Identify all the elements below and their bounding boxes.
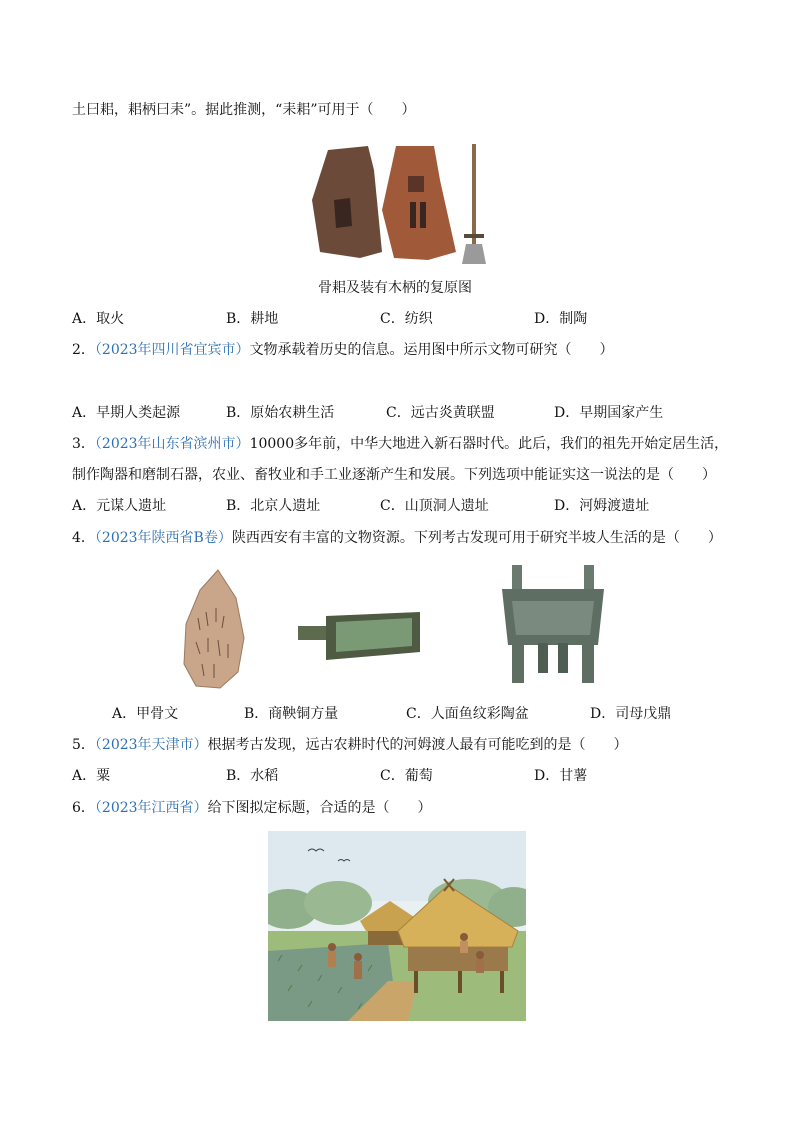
q4-stem-line [72,528,722,548]
bronze-ding-image [498,561,608,687]
q3-option-b[interactable]: B．北京人遗址 [226,498,321,514]
q3-option-c[interactable]: C．山顶洞人遗址 [380,498,489,514]
q5-source: （2023年天津市） [94,737,208,753]
q6-number: 6． [72,800,95,816]
q3-option-a[interactable]: A．元谋人遗址 [72,498,167,514]
q5-option-c[interactable]: C．葡萄 [380,768,433,784]
q3-number: 3． [72,436,95,452]
q1-option-d[interactable]: D．制陶 [534,311,588,327]
q3-stem-line [72,434,728,454]
q1-option-a[interactable]: A．取火 [72,311,125,327]
q2-stem: 文物承载着历史的信息。运用图中所示文物可研究（ ） [249,342,614,358]
oracle-bone-image [178,568,248,690]
q6-source: （2023年江西省） [94,800,208,816]
q1-figure-caption: 骨耜及装有木柄的复原图 [318,280,472,296]
q1-option-c[interactable]: C．纺织 [380,311,433,327]
q4-number: 4． [72,530,95,546]
q3-source: （2023年山东省滨州市） [94,436,250,452]
q3-stem-line-2: 制作陶器和磨制石器，农业、畜牧业和手工业逐渐产生和发展。下列选项中能证实这一说法的是（ ） [72,467,716,483]
q6-stem-line [72,798,432,818]
q2-source: （2023年四川省宜宾市） [94,342,250,358]
q4-option-b[interactable]: B．商鞅铜方量 [244,706,339,722]
bronze-square-measure-image [296,608,422,664]
hemudu-village-illustration [268,831,526,1021]
q2-number: 2． [72,342,95,358]
q6-stem: 给下图拟定标题，合适的是（ ） [207,800,432,816]
q4-option-a[interactable]: A．甲骨文 [112,706,179,722]
q5-number: 5． [72,737,95,753]
q3-option-d[interactable]: D．河姆渡遗址 [554,498,650,514]
wooden-handle [472,144,476,246]
q2-stem-line [72,340,614,360]
bone-plough-middle [382,146,456,260]
q4-option-d[interactable]: D．司母戊鼎 [590,706,672,722]
q1-option-b[interactable]: B．耕地 [226,311,279,327]
q5-option-a[interactable]: A．粟 [72,768,111,784]
q4-option-c[interactable]: C．人面鱼纹彩陶盆 [406,706,529,722]
q1-stem: 土曰耜，耜柄曰耒”。据此推测，“耒耜”可用于（ ） [72,102,416,118]
q2-option-d[interactable]: D．早期国家产生 [554,405,664,421]
q2-option-c[interactable]: C．远古炎黄联盟 [386,405,495,421]
q2-option-b[interactable]: B．原始农耕生活 [226,405,335,421]
q5-stem-line [72,735,628,755]
q5-option-d[interactable]: D．甘薯 [534,768,588,784]
q4-source: （2023年陕西省B卷） [94,530,232,546]
q4-stem: 陕西西安有丰富的文物资源。下列考古发现可用于研究半坡人生活的是（ ） [231,530,722,546]
bone-plough-figure [310,140,500,268]
q3-stem: 10000多年前，中华大地进入新石器时代。此后，我们的祖先开始定居生活， [249,436,729,452]
q5-stem: 根据考古发现，远古农耕时代的河姆渡人最有可能吃到的是（ ） [207,737,628,753]
reconstruction-blade [462,244,486,264]
q5-option-b[interactable]: B．水稻 [226,768,279,784]
q2-option-a[interactable]: A．早期人类起源 [72,405,181,421]
